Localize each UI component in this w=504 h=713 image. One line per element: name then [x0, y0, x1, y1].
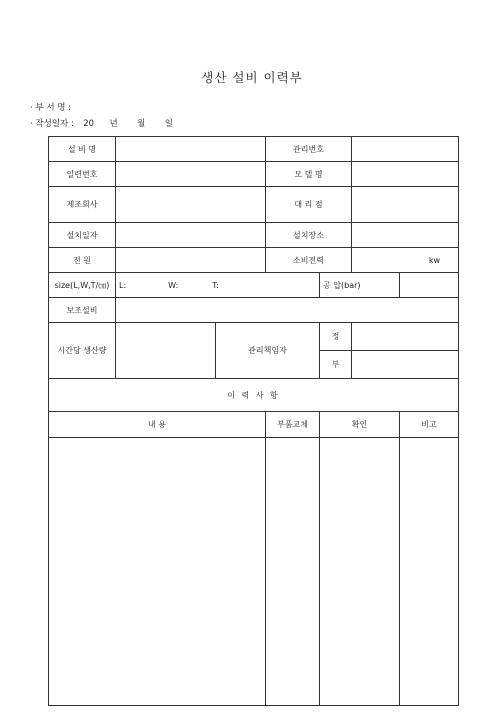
row-power — [49, 248, 459, 273]
manager-primary-value[interactable] — [352, 323, 459, 351]
size-t-label: T: — [212, 280, 219, 290]
power-source-label: 전 원 — [49, 248, 116, 273]
date-line — [30, 117, 173, 129]
date-day: 일 — [164, 119, 173, 129]
power-source-value[interactable] — [116, 248, 266, 273]
history-remark-area[interactable] — [400, 438, 459, 706]
model-name-label: 모 델 명 — [266, 162, 352, 187]
install-date-value[interactable] — [116, 223, 266, 248]
install-place-value[interactable] — [352, 223, 459, 248]
management-no-label: 관리번호 — [266, 137, 352, 162]
row-output-primary — [49, 323, 459, 351]
row-serial-no — [49, 162, 459, 187]
row-history-body — [49, 438, 459, 706]
install-date-label: 설치일자 — [49, 223, 116, 248]
row-install-date — [49, 223, 459, 248]
row-history-columns — [49, 412, 459, 438]
install-place-label: 설치장소 — [266, 223, 352, 248]
size-l-label: L: — [119, 280, 127, 290]
manager-label: 관리책임자 — [216, 323, 320, 379]
air-pressure-label: 공 압(bar) — [320, 273, 400, 298]
row-manufacturer — [49, 187, 459, 223]
date-label: · 작성일자 : — [30, 119, 74, 129]
manufacturer-label: 제조회사 — [49, 187, 116, 223]
col-confirm-header: 확인 — [320, 412, 400, 438]
hourly-output-value[interactable] — [116, 323, 216, 379]
department-label: · 부 서 명 : — [30, 103, 72, 113]
size-value[interactable] — [116, 273, 320, 298]
date-year: 년 — [109, 119, 118, 129]
agency-value[interactable] — [352, 187, 459, 223]
manager-primary-label: 정 — [320, 323, 352, 351]
date-year-prefix: 20 — [83, 119, 95, 129]
equipment-history-form — [48, 136, 459, 706]
history-confirm-area[interactable] — [320, 438, 400, 706]
air-pressure-value[interactable] — [400, 273, 459, 298]
department-line — [30, 101, 71, 113]
row-equipment-name — [49, 137, 459, 162]
serial-no-label: 일련번호 — [49, 162, 116, 187]
model-name-value[interactable] — [352, 162, 459, 187]
aux-equipment-label: 보조설비 — [49, 298, 116, 323]
hourly-output-label: 시간당 생산량 — [49, 323, 116, 379]
equipment-name-label: 설 비 명 — [49, 137, 116, 162]
equipment-name-value[interactable] — [116, 137, 266, 162]
row-aux-equipment — [49, 298, 459, 323]
date-month: 월 — [137, 119, 146, 129]
size-w-label: W: — [168, 280, 179, 290]
aux-equipment-value[interactable] — [116, 298, 459, 323]
power-consumption-value[interactable] — [352, 248, 459, 273]
management-no-value[interactable] — [352, 137, 459, 162]
row-size — [49, 273, 459, 298]
history-content-area[interactable] — [49, 438, 266, 706]
size-label: size(L,W,T/㎝) — [49, 273, 116, 298]
manufacturer-value[interactable] — [116, 187, 266, 223]
col-content-header: 내 용 — [49, 412, 266, 438]
col-parts-header: 부품교체 — [266, 412, 320, 438]
agency-label: 대 리 점 — [266, 187, 352, 223]
manager-deputy-label: 부 — [320, 351, 352, 379]
page-title: 생산 설비 이력부 — [201, 70, 303, 85]
power-unit: kw — [428, 255, 441, 265]
history-parts-area[interactable] — [266, 438, 320, 706]
history-header: 이 력 사 항 — [49, 379, 459, 412]
col-remark-header: 비고 — [400, 412, 459, 438]
row-history-header — [49, 379, 459, 412]
power-consumption-label: 소비전력 — [266, 248, 352, 273]
serial-no-value[interactable] — [116, 162, 266, 187]
manager-deputy-value[interactable] — [352, 351, 459, 379]
